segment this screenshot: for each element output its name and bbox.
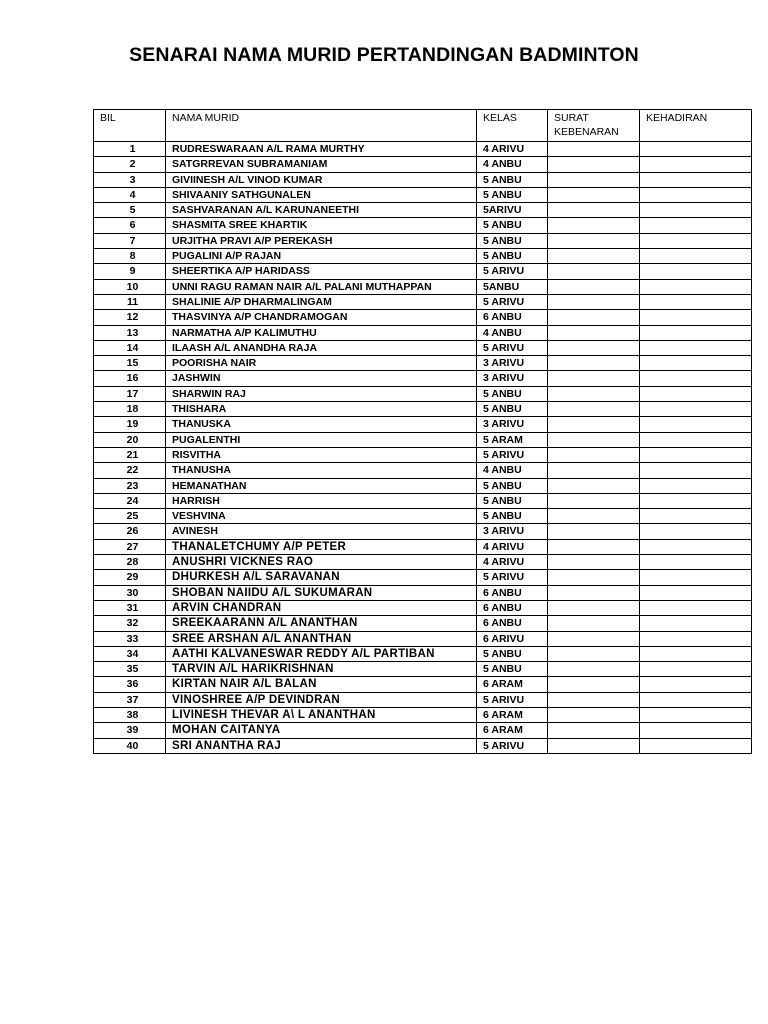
table-row	[94, 616, 752, 631]
table-row	[94, 555, 752, 570]
row-number: 30	[94, 585, 166, 600]
student-name: VINOSHREE A/P DEVINDRAN	[166, 692, 477, 707]
header-kehadiran: KEHADIRAN	[640, 110, 752, 142]
table-row	[94, 493, 752, 508]
student-class: 6 ARAM	[477, 707, 548, 722]
student-class: 6 ANBU	[477, 585, 548, 600]
student-class: 5 ARIVU	[477, 340, 548, 355]
table-row	[94, 402, 752, 417]
surat-kebenaran-cell	[548, 463, 640, 478]
kehadiran-cell	[640, 340, 752, 355]
table-header-row	[94, 110, 752, 142]
header-kelas: KELAS	[477, 110, 548, 142]
student-name: KIRTAN NAIR A/L BALAN	[166, 677, 477, 692]
row-number: 40	[94, 738, 166, 753]
student-class: 5 ARIVU	[477, 264, 548, 279]
student-class: 5 ARIVU	[477, 738, 548, 753]
table-row	[94, 279, 752, 294]
student-name: PUGALENTHI	[166, 432, 477, 447]
kehadiran-cell	[640, 555, 752, 570]
surat-kebenaran-cell	[548, 524, 640, 539]
student-class: 4 ANBU	[477, 463, 548, 478]
row-number: 12	[94, 310, 166, 325]
kehadiran-cell	[640, 585, 752, 600]
kehadiran-cell	[640, 264, 752, 279]
surat-kebenaran-cell	[548, 233, 640, 248]
surat-kebenaran-cell	[548, 692, 640, 707]
student-name: SREEKAARANN A/L ANANTHAN	[166, 616, 477, 631]
kehadiran-cell	[640, 325, 752, 340]
kehadiran-cell	[640, 142, 752, 157]
table-row	[94, 356, 752, 371]
table-row	[94, 692, 752, 707]
surat-kebenaran-cell	[548, 723, 640, 738]
table-row	[94, 707, 752, 722]
surat-kebenaran-cell	[548, 203, 640, 218]
surat-kebenaran-cell	[548, 264, 640, 279]
kehadiran-cell	[640, 249, 752, 264]
table-row	[94, 662, 752, 677]
row-number: 25	[94, 509, 166, 524]
kehadiran-cell	[640, 402, 752, 417]
header-nama-murid: NAMA MURID	[166, 110, 477, 142]
kehadiran-cell	[640, 478, 752, 493]
surat-kebenaran-cell	[548, 310, 640, 325]
row-number: 10	[94, 279, 166, 294]
student-class: 6 ARAM	[477, 677, 548, 692]
student-name: SREE ARSHAN A/L ANANTHAN	[166, 631, 477, 646]
surat-kebenaran-cell	[548, 478, 640, 493]
kehadiran-cell	[640, 493, 752, 508]
table-row	[94, 738, 752, 753]
kehadiran-cell	[640, 294, 752, 309]
student-class: 5 ANBU	[477, 249, 548, 264]
kehadiran-cell	[640, 570, 752, 585]
kehadiran-cell	[640, 157, 752, 172]
surat-kebenaran-cell	[548, 570, 640, 585]
student-name: SRI ANANTHA RAJ	[166, 738, 477, 753]
table-row	[94, 524, 752, 539]
student-list-table	[93, 109, 752, 754]
surat-kebenaran-cell	[548, 402, 640, 417]
table-row	[94, 157, 752, 172]
student-class: 5 ANBU	[477, 646, 548, 661]
surat-kebenaran-cell	[548, 662, 640, 677]
student-name: POORISHA NAIR	[166, 356, 477, 371]
student-name: ILAASH A/L ANANDHA RAJA	[166, 340, 477, 355]
student-class: 6 ANBU	[477, 616, 548, 631]
surat-kebenaran-cell	[548, 646, 640, 661]
student-class: 5 ANBU	[477, 233, 548, 248]
table-row	[94, 447, 752, 462]
table-row	[94, 325, 752, 340]
surat-kebenaran-cell	[548, 631, 640, 646]
student-class: 3 ARIVU	[477, 356, 548, 371]
student-class: 5 ARIVU	[477, 294, 548, 309]
row-number: 5	[94, 203, 166, 218]
surat-kebenaran-cell	[548, 386, 640, 401]
surat-kebenaran-cell	[548, 356, 640, 371]
table-row	[94, 600, 752, 615]
table-row	[94, 646, 752, 661]
row-number: 39	[94, 723, 166, 738]
row-number: 28	[94, 555, 166, 570]
kehadiran-cell	[640, 738, 752, 753]
row-number: 15	[94, 356, 166, 371]
table-row	[94, 631, 752, 646]
student-name: LIVINESH THEVAR A\ L ANANTHAN	[166, 707, 477, 722]
table-row	[94, 233, 752, 248]
surat-kebenaran-cell	[548, 616, 640, 631]
kehadiran-cell	[640, 233, 752, 248]
surat-kebenaran-cell	[548, 539, 640, 554]
kehadiran-cell	[640, 417, 752, 432]
table-row	[94, 218, 752, 233]
student-class: 5 ARIVU	[477, 692, 548, 707]
row-number: 38	[94, 707, 166, 722]
row-number: 32	[94, 616, 166, 631]
table-row	[94, 585, 752, 600]
student-class: 6 ANBU	[477, 310, 548, 325]
row-number: 3	[94, 172, 166, 187]
table-row	[94, 677, 752, 692]
student-class: 5 ARAM	[477, 432, 548, 447]
student-class: 4 ANBU	[477, 157, 548, 172]
kehadiran-cell	[640, 707, 752, 722]
table-row	[94, 386, 752, 401]
row-number: 11	[94, 294, 166, 309]
table-row	[94, 371, 752, 386]
surat-kebenaran-cell	[548, 555, 640, 570]
table-row	[94, 463, 752, 478]
student-class: 6 ARIVU	[477, 631, 548, 646]
table-row	[94, 310, 752, 325]
student-name: HEMANATHAN	[166, 478, 477, 493]
student-name: THANUSKA	[166, 417, 477, 432]
kehadiran-cell	[640, 463, 752, 478]
surat-kebenaran-cell	[548, 738, 640, 753]
header-bil: BIL	[94, 110, 166, 142]
row-number: 29	[94, 570, 166, 585]
row-number: 37	[94, 692, 166, 707]
kehadiran-cell	[640, 509, 752, 524]
row-number: 6	[94, 218, 166, 233]
row-number: 18	[94, 402, 166, 417]
student-name: RISVITHA	[166, 447, 477, 462]
student-name: TARVIN A/L HARIKRISHNAN	[166, 662, 477, 677]
row-number: 19	[94, 417, 166, 432]
student-class: 5 ANBU	[477, 218, 548, 233]
kehadiran-cell	[640, 447, 752, 462]
row-number: 21	[94, 447, 166, 462]
row-number: 2	[94, 157, 166, 172]
surat-kebenaran-cell	[548, 279, 640, 294]
row-number: 14	[94, 340, 166, 355]
student-name: THANUSHA	[166, 463, 477, 478]
table-row	[94, 264, 752, 279]
student-class: 3 ARIVU	[477, 371, 548, 386]
student-name: THANALETCHUMY A/P PETER	[166, 539, 477, 554]
row-number: 16	[94, 371, 166, 386]
surat-kebenaran-cell	[548, 294, 640, 309]
student-class: 5 ANBU	[477, 187, 548, 202]
surat-kebenaran-cell	[548, 707, 640, 722]
kehadiran-cell	[640, 203, 752, 218]
page-title: SENARAI NAMA MURID PERTANDINGAN BADMINTON	[129, 44, 639, 66]
kehadiran-cell	[640, 218, 752, 233]
student-class: 4 ARIVU	[477, 555, 548, 570]
student-name: ANUSHRI VICKNES RAO	[166, 555, 477, 570]
kehadiran-cell	[640, 371, 752, 386]
surat-kebenaran-cell	[548, 600, 640, 615]
student-name: SATGRREVAN SUBRAMANIAM	[166, 157, 477, 172]
row-number: 33	[94, 631, 166, 646]
student-name: MOHAN CAITANYA	[166, 723, 477, 738]
table-row	[94, 187, 752, 202]
student-name: UNNI RAGU RAMAN NAIR A/L PALANI MUTHAPPAN	[166, 279, 477, 294]
kehadiran-cell	[640, 310, 752, 325]
table-row	[94, 142, 752, 157]
surat-kebenaran-cell	[548, 417, 640, 432]
student-name: AVINESH	[166, 524, 477, 539]
surat-kebenaran-cell	[548, 325, 640, 340]
student-name: SHEERTIKA A/P HARIDASS	[166, 264, 477, 279]
kehadiran-cell	[640, 432, 752, 447]
student-class: 3 ARIVU	[477, 417, 548, 432]
row-number: 26	[94, 524, 166, 539]
student-name: VESHVINA	[166, 509, 477, 524]
row-number: 9	[94, 264, 166, 279]
student-class: 5 ANBU	[477, 493, 548, 508]
student-class: 6 ANBU	[477, 600, 548, 615]
student-name: RUDRESWARAAN A/L RAMA MURTHY	[166, 142, 477, 157]
row-number: 8	[94, 249, 166, 264]
surat-kebenaran-cell	[548, 509, 640, 524]
row-number: 13	[94, 325, 166, 340]
student-class: 6 ARAM	[477, 723, 548, 738]
kehadiran-cell	[640, 616, 752, 631]
student-name: JASHWIN	[166, 371, 477, 386]
table-row	[94, 539, 752, 554]
student-name: DHURKESH A/L SARAVANAN	[166, 570, 477, 585]
kehadiran-cell	[640, 539, 752, 554]
row-number: 36	[94, 677, 166, 692]
row-number: 27	[94, 539, 166, 554]
header-surat-kebenaran: SURAT KEBENARAN	[548, 110, 640, 142]
surat-kebenaran-cell	[548, 172, 640, 187]
kehadiran-cell	[640, 600, 752, 615]
row-number: 34	[94, 646, 166, 661]
student-name: GIVIINESH A/L VINOD KUMAR	[166, 172, 477, 187]
table-row	[94, 723, 752, 738]
kehadiran-cell	[640, 187, 752, 202]
student-class: 5ARIVU	[477, 203, 548, 218]
table-row	[94, 570, 752, 585]
surat-kebenaran-cell	[548, 493, 640, 508]
student-name: AATHI KALVANESWAR REDDY A/L PARTIBAN	[166, 646, 477, 661]
student-class: 4 ARIVU	[477, 142, 548, 157]
row-number: 23	[94, 478, 166, 493]
row-number: 17	[94, 386, 166, 401]
row-number: 24	[94, 493, 166, 508]
student-class: 5 ANBU	[477, 386, 548, 401]
kehadiran-cell	[640, 631, 752, 646]
student-name: SHARWIN RAJ	[166, 386, 477, 401]
student-name: SASHVARANAN A/L KARUNANEETHI	[166, 203, 477, 218]
surat-kebenaran-cell	[548, 585, 640, 600]
student-name: PUGALINI A/P RAJAN	[166, 249, 477, 264]
kehadiran-cell	[640, 386, 752, 401]
student-name: NARMATHA A/P KALIMUTHU	[166, 325, 477, 340]
kehadiran-cell	[640, 356, 752, 371]
surat-kebenaran-cell	[548, 157, 640, 172]
student-name: SHASMITA SREE KHARTIK	[166, 218, 477, 233]
student-class: 5 ANBU	[477, 509, 548, 524]
table-row	[94, 478, 752, 493]
row-number: 1	[94, 142, 166, 157]
student-name: URJITHA PRAVI A/P PEREKASH	[166, 233, 477, 248]
table-row	[94, 509, 752, 524]
row-number: 4	[94, 187, 166, 202]
surat-kebenaran-cell	[548, 432, 640, 447]
table-row	[94, 432, 752, 447]
student-class: 5 ARIVU	[477, 570, 548, 585]
kehadiran-cell	[640, 692, 752, 707]
row-number: 7	[94, 233, 166, 248]
student-name: SHALINIE A/P DHARMALINGAM	[166, 294, 477, 309]
table-row	[94, 294, 752, 309]
table-body	[94, 142, 752, 754]
table-row	[94, 340, 752, 355]
student-name: THISHARA	[166, 402, 477, 417]
student-class: 4 ARIVU	[477, 539, 548, 554]
kehadiran-cell	[640, 677, 752, 692]
surat-kebenaran-cell	[548, 142, 640, 157]
student-class: 3 ARIVU	[477, 524, 548, 539]
kehadiran-cell	[640, 662, 752, 677]
student-name: THASVINYA A/P CHANDRAMOGAN	[166, 310, 477, 325]
surat-kebenaran-cell	[548, 187, 640, 202]
student-class: 5 ANBU	[477, 478, 548, 493]
student-class: 5ANBU	[477, 279, 548, 294]
table-row	[94, 249, 752, 264]
table-row	[94, 417, 752, 432]
surat-kebenaran-cell	[548, 677, 640, 692]
student-class: 5 ANBU	[477, 662, 548, 677]
surat-kebenaran-cell	[548, 218, 640, 233]
row-number: 31	[94, 600, 166, 615]
table-row	[94, 172, 752, 187]
surat-kebenaran-cell	[548, 249, 640, 264]
student-name: HARRISH	[166, 493, 477, 508]
row-number: 20	[94, 432, 166, 447]
surat-kebenaran-cell	[548, 447, 640, 462]
student-name: SHOBAN NAIIDU A/L SUKUMARAN	[166, 585, 477, 600]
student-class: 5 ANBU	[477, 402, 548, 417]
student-class: 5 ARIVU	[477, 447, 548, 462]
kehadiran-cell	[640, 646, 752, 661]
row-number: 35	[94, 662, 166, 677]
kehadiran-cell	[640, 723, 752, 738]
row-number: 22	[94, 463, 166, 478]
kehadiran-cell	[640, 524, 752, 539]
student-name: SHIVAANIY SATHGUNALEN	[166, 187, 477, 202]
student-name: ARVIN CHANDRAN	[166, 600, 477, 615]
table-row	[94, 203, 752, 218]
kehadiran-cell	[640, 172, 752, 187]
surat-kebenaran-cell	[548, 340, 640, 355]
student-class: 5 ANBU	[477, 172, 548, 187]
surat-kebenaran-cell	[548, 371, 640, 386]
kehadiran-cell	[640, 279, 752, 294]
student-class: 4 ANBU	[477, 325, 548, 340]
